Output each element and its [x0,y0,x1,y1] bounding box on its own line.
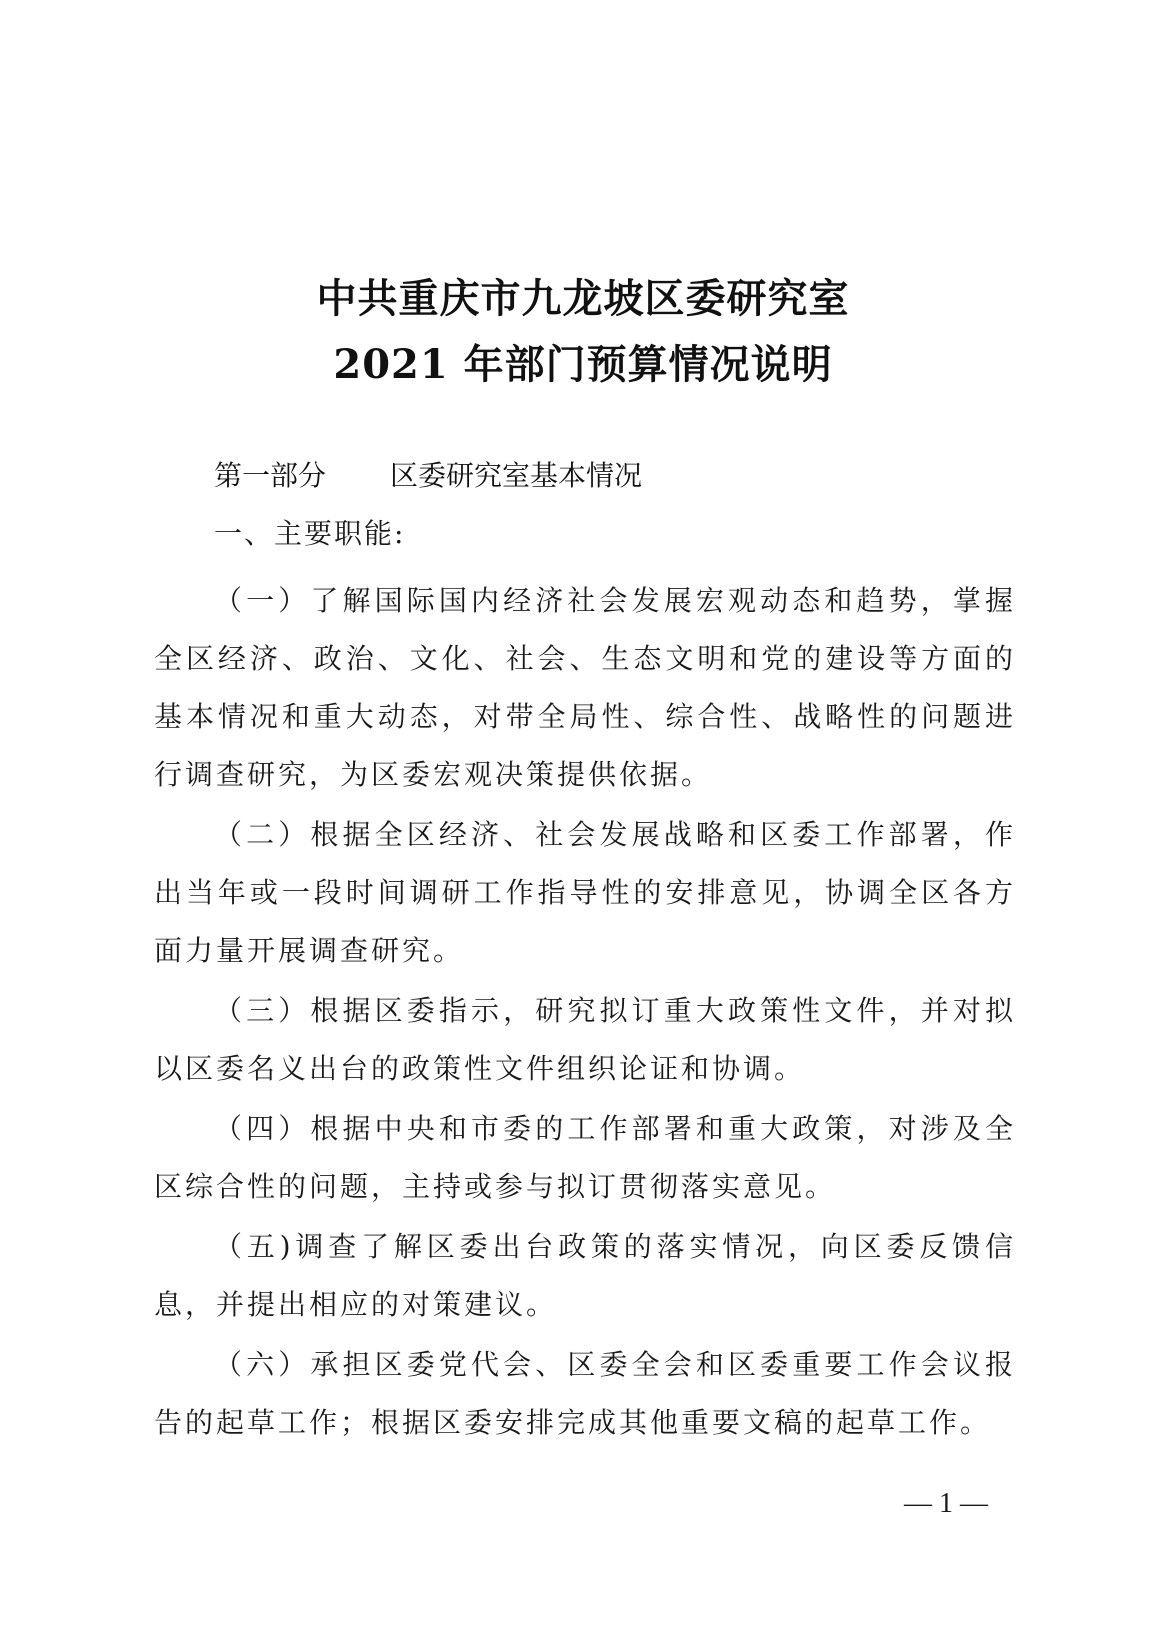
paragraph-5: （五)调查了解区委出台政策的落实情况，向区委反馈信息，并提出相应的对策建议。 [154,1230,1016,1321]
paragraph-4: （四）根据中央和市委的工作部署和重大政策，对涉及全区综合性的问题，主持或参与拟订贯彻落实意见。 [154,1112,1016,1203]
document-body [154,456,1016,1454]
part-title: 区委研究室基本情况 [390,459,643,492]
page-number: — 1 — [904,1488,988,1519]
paragraph-6: （六）承担区委党代会、区委全会和区委重要工作会议报告的起草工作；根据区委安排完成其他重要文稿的起草工作。 [154,1348,1016,1439]
document-title [0,268,1166,396]
title-line-2: 2021 年部门预算情况说明 [333,341,833,388]
part-label: 第一部分 [214,459,327,492]
title-line-1: 中共重庆市九龙坡区委研究室 [316,275,850,322]
part-heading [214,456,1016,496]
paragraph-1: （一）了解国际国内经济社会发展宏观动态和趋势，掌握全区经济、政治、文化、社会、生态文明和党的建设等方面的基本情况和重大动态，对带全局性、综合性、战略性的问题进行调查研究，为区委宏观决策提供依据。 [154,584,1016,791]
subsection-heading: 一、主要职能: [214,517,406,550]
paragraph-3: （三）根据区委指示，研究拟订重大政策性文件，并对拟以区委名义出台的政策性文件组织论证和协调。 [154,994,1016,1085]
paragraph-2: （二）根据全区经济、社会发展战略和区委工作部署，作出当年或一段时间调研工作指导性的安排意见，协调全区各方面力量开展调查研究。 [154,818,1016,967]
